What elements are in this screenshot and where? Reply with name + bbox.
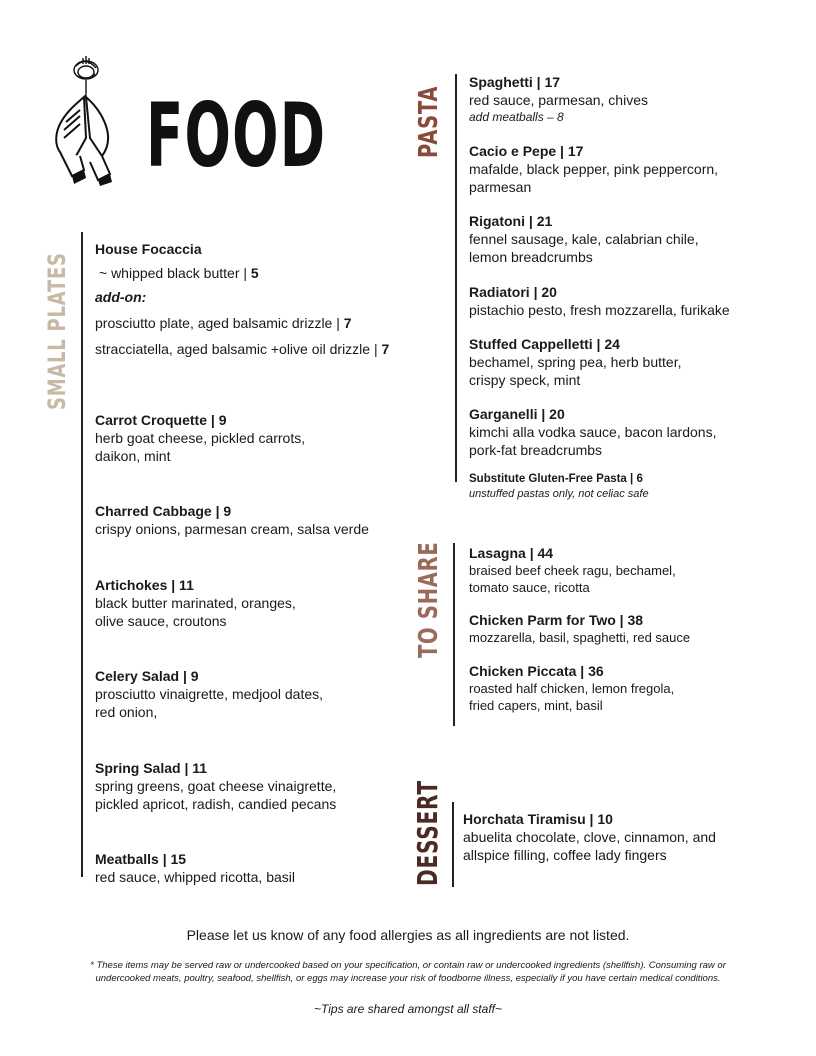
menu-item-meatballs <box>95 850 295 886</box>
item-desc: mafalde, black pepper, pink peppercorn, <box>469 161 719 177</box>
item-desc: abuelita chocolate, clove, cinnamon, and <box>463 829 716 845</box>
menu-item-horchata-tiramisu <box>463 810 716 864</box>
menu-item-lasagna <box>469 544 676 596</box>
item-desc: lemon breadcrumbs <box>469 249 593 265</box>
tips-notice: ~Tips are shared amongst all staff~ <box>314 1002 502 1016</box>
item-desc: prosciutto vinaigrette, medjool dates, <box>95 686 324 702</box>
item-desc: red sauce, parmesan, chives <box>469 92 648 108</box>
item-name: Meatballs | 15 <box>95 851 187 867</box>
item-name: Carrot Croquette | 9 <box>95 412 227 428</box>
addon-prosciutto-price: 7 <box>343 315 352 331</box>
item-desc: pistachio pesto, fresh mozzarella, furikake <box>469 302 730 318</box>
menu-item-artichokes <box>95 576 296 630</box>
menu-item-spring-salad <box>95 759 336 813</box>
small-plates-divider <box>81 232 83 877</box>
item-name: Chicken Parm for Two | 38 <box>469 612 644 628</box>
menu-item-rigatoni <box>469 212 699 266</box>
consumer-advisory-line-2: undercooked meats, poultry, seafood, shellfish, or eggs may increase your risk of foodborne illness, especially if you have certain medical conditions. <box>95 973 721 984</box>
item-desc: tomato sauce, ricotta <box>469 580 590 595</box>
menu-item-cacio-e-pepe <box>469 142 718 196</box>
pasta-divider <box>455 74 457 482</box>
item-desc: fried capers, mint, basil <box>469 698 603 713</box>
item-desc: daikon, mint <box>95 448 171 464</box>
small-plates-section-label: SMALL PLATES <box>43 252 71 410</box>
menu-item-stuffed-cappelletti <box>469 335 681 389</box>
item-name: Garganelli | 20 <box>469 406 565 422</box>
menu-item-spaghetti <box>469 73 648 125</box>
item-name: Cacio e Pepe | 17 <box>469 143 584 159</box>
item-desc: spring greens, goat cheese vinaigrette, <box>95 778 337 794</box>
to-share-section-label: TO SHARE <box>414 541 444 658</box>
item-desc: herb goat cheese, pickled carrots, <box>95 430 306 446</box>
focaccia-name: House Focaccia <box>95 241 202 257</box>
to-share-divider <box>453 543 455 726</box>
dessert-section-label: DESSERT <box>411 780 444 886</box>
item-desc: red sauce, whipped ricotta, basil <box>95 869 295 885</box>
item-desc: olive sauce, croutons <box>95 613 227 629</box>
focaccia-price: 5 <box>250 265 259 281</box>
item-desc: red onion, <box>95 704 158 720</box>
item-name: Horchata Tiramisu | 10 <box>463 811 613 827</box>
addon-stracciatella-price: 7 <box>381 341 390 357</box>
item-name: Radiatori | 20 <box>469 284 557 300</box>
pasta-section-label: PASTA <box>414 85 444 158</box>
item-name: Spring Salad | 11 <box>95 760 208 776</box>
item-desc: braised beef cheek ragu, bechamel, <box>469 563 676 578</box>
menu-item-celery-salad <box>95 667 323 721</box>
item-desc: crispy speck, mint <box>469 372 581 388</box>
item-name: Chicken Piccata | 36 <box>469 663 604 679</box>
item-desc: roasted half chicken, lemon fregola, <box>469 681 675 696</box>
item-desc: crispy onions, parmesan cream, salsa verde <box>95 521 369 537</box>
item-desc: pork-fat breadcrumbs <box>469 442 603 458</box>
menu-item-chicken-piccata <box>469 662 674 714</box>
addon-stracciatella <box>95 340 415 358</box>
gluten-free-substitute <box>469 472 649 502</box>
addon-label: add-on: <box>95 289 147 305</box>
menu-item-chicken-parm <box>469 611 690 646</box>
item-name: Stuffed Cappelletti | 24 <box>469 336 620 352</box>
menu-item-garganelli <box>469 405 716 459</box>
house-focaccia-block <box>95 240 415 358</box>
item-desc: fennel sausage, kale, calabrian chile, <box>469 231 699 247</box>
item-name: Celery Salad | 9 <box>95 668 199 684</box>
item-desc: mozzarella, basil, spaghetti, red sauce <box>469 630 691 645</box>
menu-item-charred-cabbage <box>95 502 369 538</box>
substitute-name: Substitute Gluten-Free Pasta | 6 <box>469 473 643 485</box>
item-desc: pickled apricot, radish, candied pecans <box>95 796 337 812</box>
item-desc: kimchi alla vodka sauce, bacon lardons, <box>469 424 717 440</box>
dessert-divider <box>452 802 454 887</box>
item-desc: parmesan <box>469 179 532 195</box>
menu-item-carrot-croquette <box>95 411 305 465</box>
allergy-notice: Please let us know of any food allergies as all ingredients are not listed. <box>186 927 630 943</box>
item-desc: black butter marinated, oranges, <box>95 595 296 611</box>
focaccia-line-text: ~ whipped black butter | <box>99 265 251 281</box>
item-note: add meatballs – 8 <box>469 110 564 124</box>
addon-prosciutto <box>95 314 415 332</box>
substitute-note: unstuffed pastas only, not celiac safe <box>469 488 649 500</box>
item-name: Rigatoni | 21 <box>469 213 553 229</box>
menu-item-radiatori <box>469 283 730 319</box>
item-name: Charred Cabbage | 9 <box>95 503 232 519</box>
praying-hands-logo-icon <box>50 52 122 187</box>
focaccia-line <box>95 264 415 282</box>
item-name: Spaghetti | 17 <box>469 74 561 90</box>
item-desc: bechamel, spring pea, herb butter, <box>469 354 682 370</box>
item-desc: allspice filling, coffee lady fingers <box>463 847 667 863</box>
item-name: Lasagna | 44 <box>469 545 554 561</box>
page-title: FOOD <box>146 84 327 187</box>
consumer-advisory-line-1: * These items may be served raw or undercooked based on your specification, or contain raw or undercooked ingredients (shellfish). Consuming raw or <box>90 960 726 971</box>
addon-prosciutto-text: prosciutto plate, aged balsamic drizzle | <box>95 315 344 331</box>
item-name: Artichokes | 11 <box>95 577 194 593</box>
addon-stracciatella-text: stracciatella, aged balsamic +olive oil drizzle | <box>95 341 382 357</box>
